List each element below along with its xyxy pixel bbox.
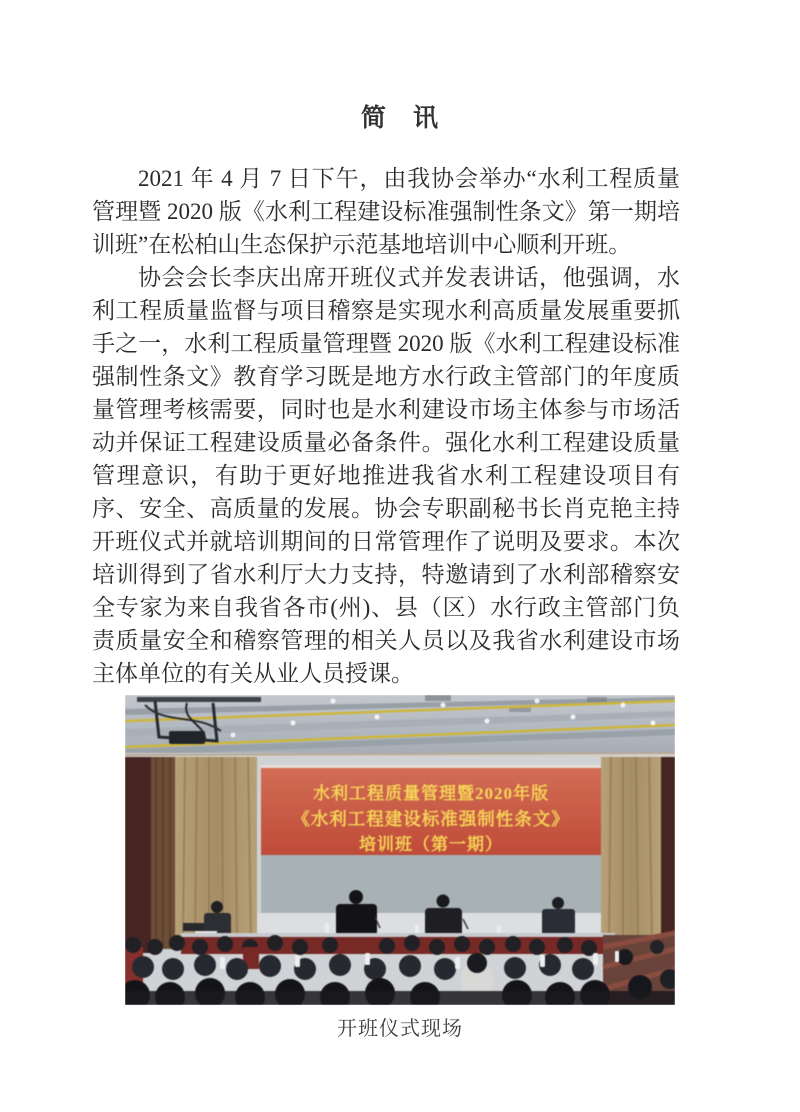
banner-line-3: 培训班（第一期） xyxy=(359,835,503,854)
banner-line-1: 水利工程质量管理暨2020年版 xyxy=(313,784,549,803)
ceremony-photo xyxy=(125,695,675,1005)
article-body xyxy=(92,162,680,690)
page-title: 简 讯 xyxy=(360,105,439,132)
paragraph-2: 协会会长李庆出席开班仪式并发表讲话，他强调，水利工程质量监督与项目稽察是实现水利高质量发展重要抓手之一，水利工程质量管理暨 2020 版《水利工程建设标准强制性条文》教育学习既是地方水行政主管部门的年度质量管理考核需要，同时也是水利建设市场主体参与市场活动并保证工程建设质量必备条件。强化水利工程建设质量管理意识，有助于更好地推进我省水利工程建设项目有序、安全、高质量的发展。协会专职副秘书长肖克艳主持开班仪式并就培训期间的日常管理作了说明及要求。本次培训得到了省水利厅大力支持，特邀请到了水利部稽察安全专家为来自我省各市(州)、县（区）水行政主管部门负责质量安全和稽察管理的相关人员以及我省水利建设市场主体单位的有关从业人员授课。 xyxy=(92,265,680,686)
left-wall-panel xyxy=(125,757,151,953)
paragraph-1: 2021 年 4 月 7 日下午，由我协会举办“水利工程质量管理暨 2020 版《水利工程建设标准强制性条文》第一期培训班”在松柏山生态保护示范基地培训中心顺利开班。 xyxy=(92,166,680,257)
projection-screen xyxy=(261,765,601,913)
ceremony-figure xyxy=(0,695,800,1041)
ceiling xyxy=(125,695,675,755)
right-wall-panel xyxy=(661,757,675,953)
banner-line-2: 《水利工程建设标准强制性条文》 xyxy=(292,809,570,829)
photo-caption: 开班仪式现场 xyxy=(337,1018,463,1040)
head-table-top xyxy=(181,933,615,937)
ceremony-photo-art xyxy=(125,695,675,1005)
